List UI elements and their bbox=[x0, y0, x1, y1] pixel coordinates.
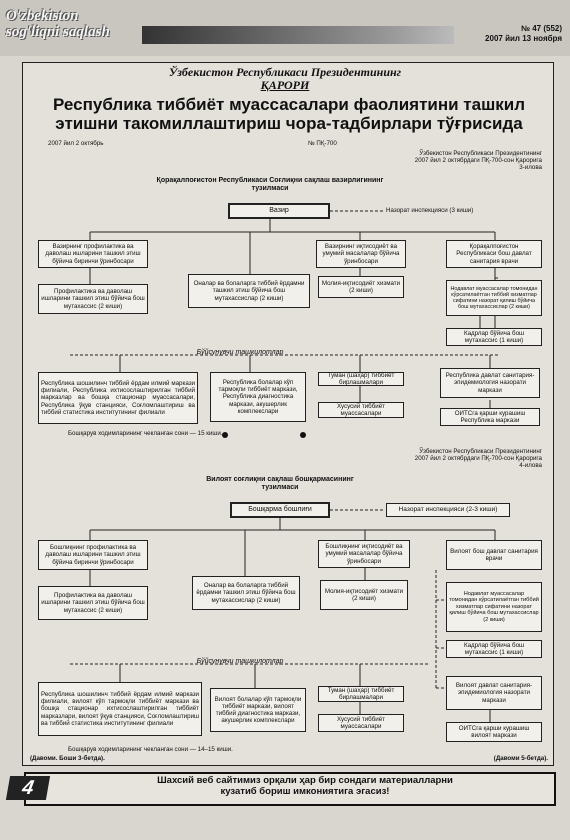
page-number: 4 bbox=[6, 776, 50, 800]
appendix3-first-deputy: Вазирнинг профилактика ва даволаш ишларини ташкил этиш бўйича биринчи ўринбосари bbox=[38, 240, 148, 268]
appendix3-org-sanitary: Республика давлат санитария-эпидемиология назорати маркази bbox=[440, 368, 540, 398]
appendix3-org-district: Туман (шаҳар) тиббиёт бирлашмалари bbox=[318, 372, 404, 386]
appendix3-org-emergency: Республика шошилинч тиббий ёрдам илмий маркази филиали, Республика ихтисослаштирилган тиббий марказлар ва бошқа стационар муассасалари, Республика ўқув станцияси, Соғломлаштириш ва тиббий статистика институтининг филиали bbox=[38, 372, 198, 424]
appendix4-ref: Ўзбекистон Республикаси Президентининг 2007 йил 2 октябрдаги ПҚ-700-сон Қарорига 4-илова bbox=[414, 448, 542, 470]
appendix3-ref: Ўзбекистон Республикаси Президентининг 2007 йил 2 октябрдаги ПҚ-700-сон Қарорига 3-илова bbox=[414, 150, 542, 172]
decree-date: 2007 йил 2 октябрь bbox=[48, 140, 104, 147]
bullet-dot bbox=[300, 432, 306, 438]
appendix3-staff-limit: Бошқарув ходимларининг чекланган сони — 15 киши. bbox=[68, 430, 223, 437]
logo-line2: sog'liqni saqlash bbox=[6, 24, 110, 40]
issue-date: 2007 йил 13 ноября bbox=[485, 34, 562, 43]
appendix4-subordinate-label: Бўйсунувчи ташкилотлар bbox=[196, 658, 284, 665]
appendix4-staff-limit: Бошқарув ходимларининг чекланган сони — 14–15 киши. bbox=[68, 746, 233, 753]
appendix4-org-emergency: Республика шошилинч тиббий ёрдам илмий маркази филиали, вилоят кўп тармоқли тиббиёт маркази ва бошқа стационар ихтисослаштирилган тиббиёт марказлари, вилоят ўқув станцияси, Соғломлаштириш ва тиббий статистика институтининг филиали bbox=[38, 682, 202, 736]
appendix4-prevention-specialist: Профилактика ва даволаш ишларини ташкил этиш бўйича бош мутахассис (2 киши) bbox=[38, 586, 148, 620]
decree-type: ҚАРОРИ bbox=[260, 78, 310, 92]
appendix4-sanitary-doctor: Вилоят бош давлат санитария врачи bbox=[446, 540, 542, 570]
appendix4-personnel-specialist: Кадрлар бўйича бош мутахассис (1 киши) bbox=[446, 640, 542, 658]
appendix3-sanitary-doctor: Қорақалпоғистон Республикаси бош давлат санитария врачи bbox=[446, 240, 542, 268]
issue-number: № 47 (552) bbox=[521, 24, 562, 33]
appendix3-org-private: Хусусий тиббиёт муассасалари bbox=[318, 402, 404, 418]
footer-line1: Шахсий веб сайтимиз орқали ҳар бир сондаги материалларни bbox=[157, 775, 453, 786]
appendix4-head: Бошқарма бошлиғи bbox=[230, 502, 330, 518]
appendix3-quality-specialists: Нодавлат муассасалар томонидан кўрсатилаётган тиббий хизматлар сифатини назорат қилиш бўйича бош мутахассислар (2 киши) bbox=[446, 280, 542, 316]
appendix4-org-private: Хусусий тиббиёт муассасалари bbox=[318, 714, 404, 732]
footer-text bbox=[70, 775, 540, 797]
title-line1: Республика тиббиёт муассасалари фаолиятини ташкил bbox=[53, 95, 525, 114]
appendix4-first-deputy: Бошлиқнинг профилактика ва даволаш ишларини ташкил этиш бўйича биринчи ўринбосари bbox=[38, 540, 148, 570]
appendix4-finance-service: Молия-иқтисодиёт хизмати (2 киши) bbox=[320, 580, 408, 610]
continued-from: (Давоми. Боши 3-бетда). bbox=[30, 755, 105, 762]
decree-issuer: Ўзбекистон Республикаси Президентининг bbox=[168, 65, 402, 79]
logo-line1: O'zbekiston bbox=[6, 8, 79, 24]
appendix3-economic-deputy: Вазирнинг иқтисодиёт ва умумий масалалар бўйича ўринбосари bbox=[316, 240, 406, 268]
appendix4-org-sanitary: Вилоят давлат санитария-эпидемиология назорати маркази bbox=[446, 676, 542, 710]
appendix3-inspection: Назорат инспекцияси (3 киши) bbox=[386, 207, 474, 214]
continued-on: (Давоми 5-бетда). bbox=[493, 755, 548, 762]
appendix3-prevention-specialist: Профилактика ва даволаш ишларини ташкил этиш бўйича бош мутахассис (2 киши) bbox=[38, 284, 148, 314]
appendix4-org-children-center: Вилоят болалар кўп тармоқли тиббиёт маркази, вилоят тиббий диагностика маркази, акушерлик комплекслари bbox=[210, 688, 306, 732]
decree-number: № ПҚ-700 bbox=[308, 140, 337, 147]
appendix3-minister: Вазир bbox=[228, 203, 330, 219]
appendix3-personnel-specialist: Кадрлар бўйича бош мутахассис (1 киши) bbox=[446, 328, 542, 346]
appendix3-org-aids: ОИТСга қарши курашиш Республика маркази bbox=[440, 408, 540, 426]
appendix4-inspection: Назорат инспекцияси (2-3 киши) bbox=[386, 503, 510, 517]
appendix3-subordinate-label: Бўйсунувчи ташкилотлар bbox=[196, 349, 284, 356]
appendix4-org-district: Туман (шаҳар) тиббиёт бирлашмалари bbox=[318, 686, 404, 702]
title-line2: этишни такомиллаштириш чора-тадбирлари тўғрисида bbox=[55, 114, 523, 133]
appendix4-maternal-specialist: Оналар ва болаларга тиббий ёрдамни ташкил этиш бўйича бош мутахассислар (2 киши) bbox=[192, 576, 300, 610]
appendix3-title: Қорақалпоғистон Республикаси Соғлиқни сақлаш вазирлигининг тузилмаси bbox=[156, 177, 384, 192]
appendix3-finance-service: Молия-иқтисодиёт хизмати (2 киши) bbox=[318, 276, 404, 298]
footer-line2: кузатиб бориш имкониятига эгасиз! bbox=[220, 786, 390, 797]
appendix4-org-aids: ОИТСга қарши курашиш вилоят маркази bbox=[446, 722, 542, 742]
appendix4-title: Вилоят соғлиқни сақлаш бошқармасининг тузилмаси bbox=[206, 476, 354, 491]
appendix3-org-children-center: Республика болалар кўп тармоқли тиббиёт маркази, Республика диагностика маркази, акушерлик комплекслари bbox=[210, 372, 306, 422]
appendix4-economic-deputy: Бошлиқнинг иқтисодиёт ва умумий масалалар бўйича ўринбосари bbox=[318, 540, 410, 568]
appendix3-maternal-specialist: Оналар ва болаларга тиббий ёрдамни ташкил этиш бўйича бош мутахассислар (2 киши) bbox=[188, 274, 310, 308]
appendix4-quality-specialists: Нодавлат муассасалар томонидан кўрсатилаётган тиббий хизматлар сифатини назорат қилиш бўйича бош мутахассислар (2 киши) bbox=[446, 582, 542, 632]
